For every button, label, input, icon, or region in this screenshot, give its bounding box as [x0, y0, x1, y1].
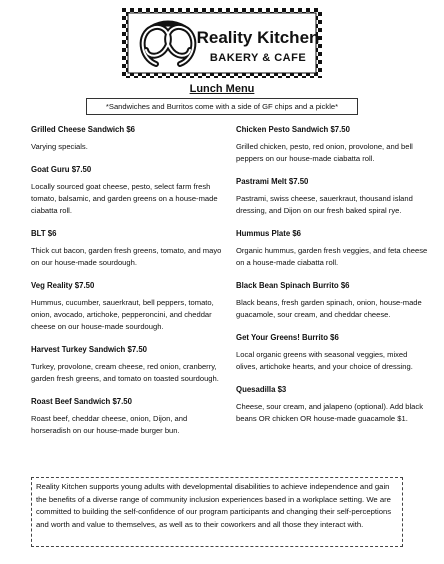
menu-item: [31, 164, 227, 217]
menu-item: [31, 396, 227, 437]
menu-item: [236, 332, 428, 373]
logo-name: Reality Kitchen: [196, 28, 320, 47]
menu-item-description: Varying specials.: [31, 142, 88, 151]
menu-item-name: Black Bean Spinach Burrito $6: [236, 281, 350, 290]
menu-item: [236, 176, 428, 217]
menu-item: [31, 124, 227, 153]
menu-item-description: Roast beef, cheddar cheese, onion, Dijon, and horseradish on our house-made burger bun.: [31, 414, 188, 435]
menu-item: [236, 228, 428, 269]
menu-right-column: [236, 124, 428, 436]
menu-title: Lunch Menu: [189, 83, 255, 95]
menu-item-name: Veg Reality $7.50: [31, 281, 95, 290]
menu-item-description: Thick cut bacon, garden fresh greens, tomato, and mayo on our house-made sourdough.: [31, 246, 222, 267]
menu-left-column: [31, 124, 227, 448]
logo-tagline: BAKERY & CAFE: [209, 52, 307, 64]
menu-item-name: Chicken Pesto Sandwich $7.50: [236, 125, 350, 134]
menu-item-name: Pastrami Melt $7.50: [236, 177, 309, 186]
menu-item-name: Grilled Cheese Sandwich $6: [31, 125, 135, 134]
menu-item-description: Locally sourced goat cheese, pesto, select farm fresh tomato, balsamic, and garden greens on a house-made ciabatta roll.: [31, 182, 218, 215]
menu-item: [236, 384, 428, 425]
menu-item-name: BLT $6: [31, 229, 57, 238]
menu-item-name: Hummus Plate $6: [236, 229, 301, 238]
menu-item-description: Cheese, sour cream, and jalapeno (optional). Add black beans OR chicken OR house-made guacamole $1.: [236, 402, 424, 423]
menu-item: [31, 344, 227, 385]
menu-item: [31, 228, 227, 269]
menu-item-name: Get Your Greens! Burrito $6: [236, 333, 339, 342]
menu-item-description: Grilled chicken, pesto, red onion, provolone, and bell peppers on our house-made ciabatta roll.: [236, 142, 413, 163]
reality-kitchen-logo: [122, 8, 322, 78]
menu-item-name: Harvest Turkey Sandwich $7.50: [31, 345, 147, 354]
menu-item-description: Hummus, cucumber, sauerkraut, bell peppers, tomato, onion, avocado, artichoke, pepperoncini, and cheddar cheese on our house-made sourdough.: [31, 298, 214, 331]
menu-item-name: Goat Guru $7.50: [31, 165, 92, 174]
menu-item-description: Turkey, provolone, cream cheese, red onion, cranberry, garden fresh greens, and tomato on toasted sourdough.: [31, 362, 219, 383]
sides-notice: *Sandwiches and Burritos come with a side of GF chips and a pickle*: [86, 98, 358, 115]
menu-item-name: Quesadilla $3: [236, 385, 287, 394]
menu-item: [236, 280, 428, 321]
menu-item: [31, 280, 227, 333]
menu-item-description: Pastrami, swiss cheese, sauerkraut, thousand island dressing, and Dijon on our fresh baked spiral rye.: [236, 194, 413, 215]
menu-item-description: Black beans, fresh garden spinach, onion, house-made guacamole, sour cream, and cheddar cheese.: [236, 298, 422, 319]
menu-item-name: Roast Beef Sandwich $7.50: [31, 397, 132, 406]
menu-item-description: Organic hummus, garden fresh veggies, and feta cheese on a house-made ciabatta roll.: [236, 246, 428, 267]
menu-item-description: Local organic greens with seasonal veggies, mixed olives, artichoke hearts, and your choice of dressing.: [236, 350, 413, 371]
menu-item: [236, 124, 428, 165]
mission-statement: Reality Kitchen supports young adults with developmental disabilities to achieve independence and gain the benefits of a diverse range of community inclusion experiences based in a workplace setting. We are committed to building the self-confidence of our program participants and changing their self-perceptions and worth and value to themselves, as well as to their coworkers and all those they interact with.: [31, 477, 403, 547]
